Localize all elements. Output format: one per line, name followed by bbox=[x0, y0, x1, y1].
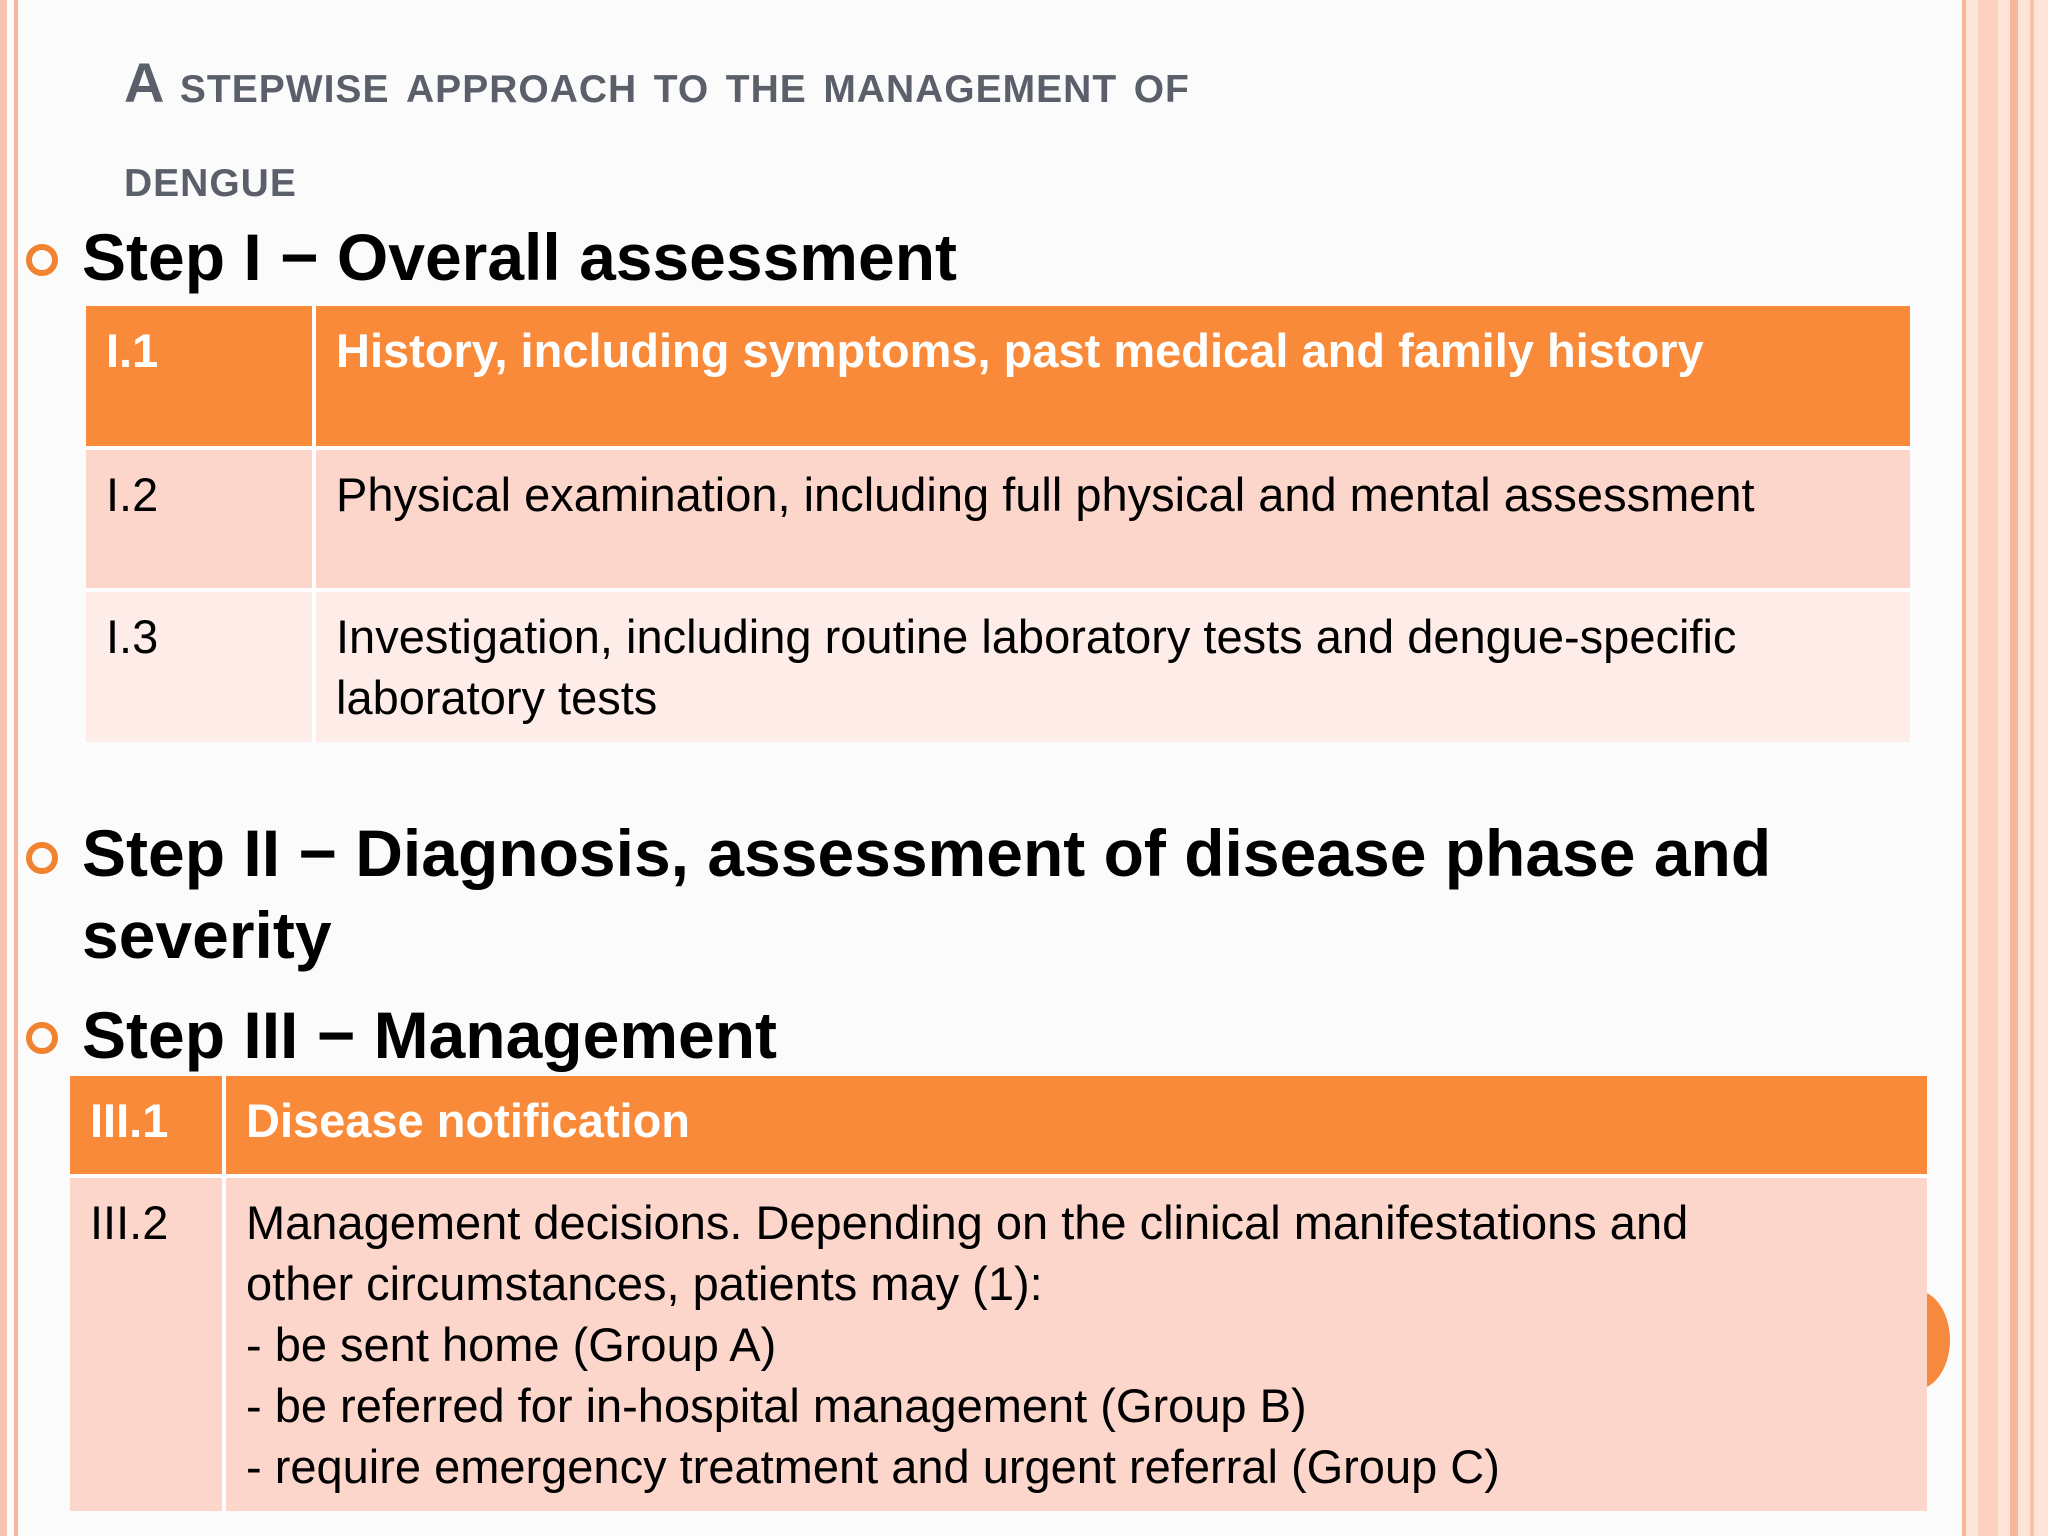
right-border-line bbox=[2030, 0, 2034, 1536]
left-border-stripe bbox=[0, 0, 7, 1536]
right-border-panel bbox=[1962, 0, 2048, 1536]
step-description-cell bbox=[222, 1174, 1927, 1511]
right-border-line bbox=[1962, 0, 1966, 1536]
step-description-cell: History, including symptoms, past medical and family history bbox=[312, 306, 1910, 446]
bullet-ring-icon bbox=[26, 1022, 58, 1054]
right-border-line bbox=[2010, 0, 2018, 1536]
slide-title-line-1: A stepwise approach to the management of bbox=[124, 51, 1190, 114]
step-description-cell: Physical examination, including full physical and mental assessment bbox=[312, 446, 1910, 588]
step-code-cell: I.1 bbox=[86, 306, 312, 446]
right-border-stripe bbox=[1978, 0, 1998, 1536]
table-row bbox=[70, 1174, 1927, 1511]
left-border-line bbox=[14, 0, 18, 1536]
table-row bbox=[70, 1076, 1927, 1174]
step-code-cell: I.2 bbox=[86, 446, 312, 588]
step-2-heading-line-1: Step II − Diagnosis, assessment of disease phase and bbox=[82, 816, 1772, 890]
description-line: Management decisions. Depending on the clinical manifestations and bbox=[246, 1196, 1689, 1249]
step-2-heading-line-2: severity bbox=[82, 898, 332, 972]
step-1-heading: Step I − Overall assessment bbox=[82, 220, 957, 294]
step-2-heading bbox=[82, 812, 1882, 976]
step-code-cell: III.1 bbox=[70, 1076, 222, 1174]
step-description-cell: Disease notification bbox=[222, 1076, 1927, 1174]
description-line: other circumstances, patients may (1): bbox=[246, 1257, 1043, 1310]
table-row bbox=[86, 588, 1910, 742]
step-3-heading: Step III − Management bbox=[82, 998, 777, 1072]
description-line: - require emergency treatment and urgent referral (Group C) bbox=[246, 1440, 1500, 1493]
description-line: laboratory tests bbox=[336, 671, 658, 724]
table-row bbox=[86, 446, 1910, 588]
slide-title bbox=[124, 36, 1764, 224]
table-row bbox=[86, 306, 1910, 446]
description-line: - be referred for in-hospital management (Group B) bbox=[246, 1379, 1307, 1432]
step-code-cell: I.3 bbox=[86, 588, 312, 742]
bullet-ring-icon bbox=[26, 842, 58, 874]
step-3-table bbox=[70, 1076, 1927, 1511]
step-description-cell bbox=[312, 588, 1910, 742]
step-1-table bbox=[86, 306, 1910, 742]
step-code-cell: III.2 bbox=[70, 1174, 222, 1511]
bullet-ring-icon bbox=[26, 244, 58, 276]
description-line: Investigation, including routine laboratory tests and dengue-specific bbox=[336, 610, 1737, 663]
description-line: - be sent home (Group A) bbox=[246, 1318, 777, 1371]
slide-title-line-2: dengue bbox=[124, 145, 297, 208]
